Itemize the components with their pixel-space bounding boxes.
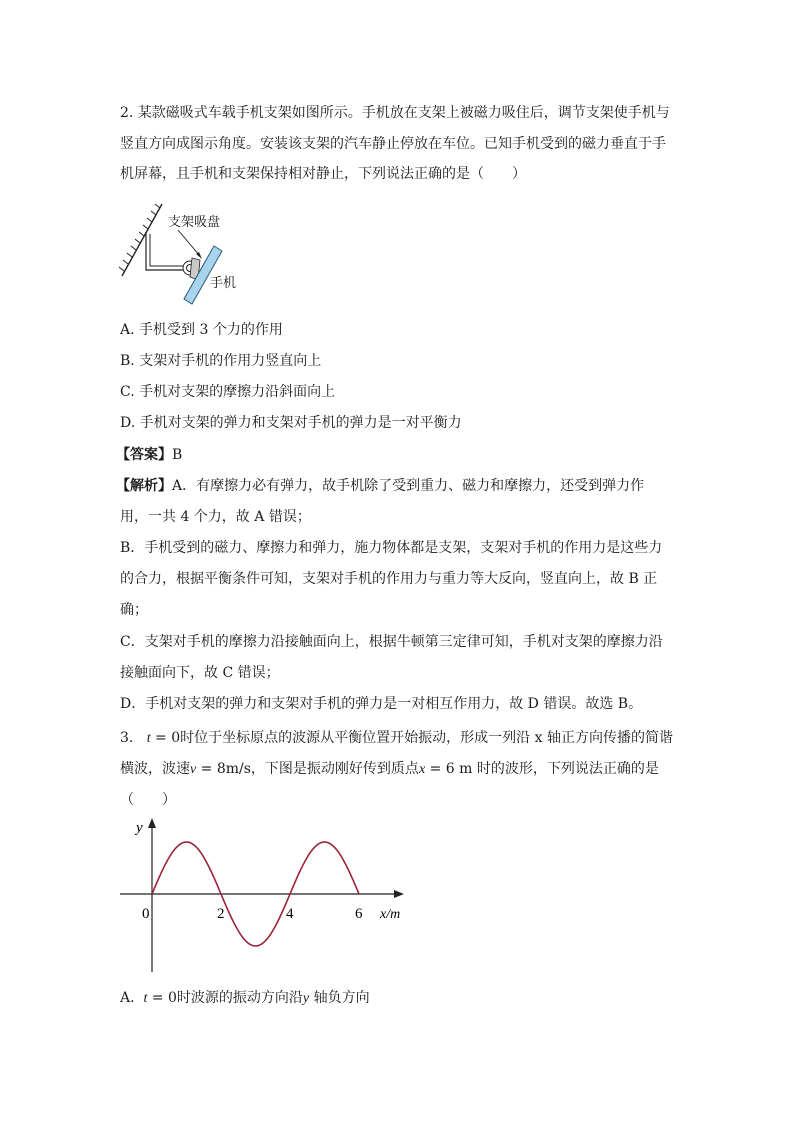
q2-stem-line-3: 机屏幕，且手机和支架保持相对静止，下列说法正确的是（ ） [120,166,526,182]
q3-text: = 8m/s，下图是振动刚好传到质点 [196,761,419,777]
option-text: = 0时波源的振动方向沿 [147,990,303,1006]
y-axis-label: y [136,820,143,836]
x-tick-label: 6 [355,906,363,922]
wave-chart [110,812,420,982]
q3-text: = 6 m 时的波形，下列说法正确的是 [425,761,659,777]
math-t: t [146,731,151,746]
math-t: t [143,991,148,1006]
analysis-text: A．有摩擦力必有弹力，故手机除了受到重力、磁力和摩擦力，还受到弹力作 [172,478,645,494]
q2-option-c: C. 手机对支架的摩擦力沿斜面向上 [120,384,336,400]
q2-analysis-line-7: 接触面向下，故 C 错误； [120,665,280,681]
q2-stem-line-2: 竖直方向成图示角度。安装该支架的汽车静止停放在车位。已知手机受到的磁力垂直于手 [120,136,666,152]
q3-stem-line-1 [120,728,673,749]
q3-stem-line-2 [120,759,659,780]
x-tick-label: 2 [217,906,225,922]
x-tick-label: 4 [286,906,294,922]
answer-label: 【答案】 [116,447,172,463]
option-text: 轴负方向 [309,990,370,1006]
q2-analysis-line-6: C．支架对手机的摩擦力沿接触面向上，根据牛顿第三定律可知，手机对支架的摩擦力沿 [120,634,663,650]
x-axis-label: x/m [380,907,401,922]
q3-option-a [120,988,370,1009]
q2-analysis-line-5: 确； [120,602,148,618]
q2-analysis-line-8: D．手机对支架的弹力和支架对手机的弹力是一对相互作用力，故 D 错误。故选 B。 [120,696,643,712]
answer-value: B [172,447,183,463]
q2-option-d: D. 手机对支架的弹力和支架对手机的弹力是一对平衡力 [120,415,462,431]
q3-stem-line-3: （ ） [120,792,176,808]
option-letter: A. [120,990,135,1006]
q2-option-a: A. 手机受到 3 个力的作用 [120,322,283,338]
q3-number: 3. [120,730,134,746]
q2-option-b: B. 支架对手机的作用力竖直向上 [120,353,322,369]
suction-cup-label: 支架吸盘 [168,215,221,230]
q2-analysis-line-4: 的合力，根据平衡条件可知，支架对手机的作用力与重力等大反向，竖直向上，故 B 正 [120,571,658,587]
q2-analysis-line-3: B．手机受到的磁力、摩擦力和弹力，施力物体都是支架，支架对手机的作用力是这些力 [120,540,663,556]
q2-analysis-line-1 [116,476,644,496]
math-v: v [190,762,197,777]
phone-label: 手机 [210,276,237,291]
analysis-label: 【解析】 [116,478,172,494]
x-axis-arrow [394,890,404,898]
q2-analysis-line-2: 用，一共 4 个力，故 A 错误； [120,509,311,525]
q2-answer-line [116,445,182,465]
q3-text: 横波，波速 [120,761,190,777]
q2-stem-line-1: 2. 某款磁吸式车载手机支架如图所示。手机放在支架上被磁力吸住后，调节支架使手机与 [120,105,670,121]
y-axis-arrow [148,818,156,828]
math-y: y [302,991,310,1006]
q3-text: = 0时位于坐标原点的波源从平衡位置开始振动，形成一列沿 x 轴正方向传播的简谐 [150,730,673,746]
x-tick-label: 0 [142,906,150,922]
math-x: x [418,762,426,777]
